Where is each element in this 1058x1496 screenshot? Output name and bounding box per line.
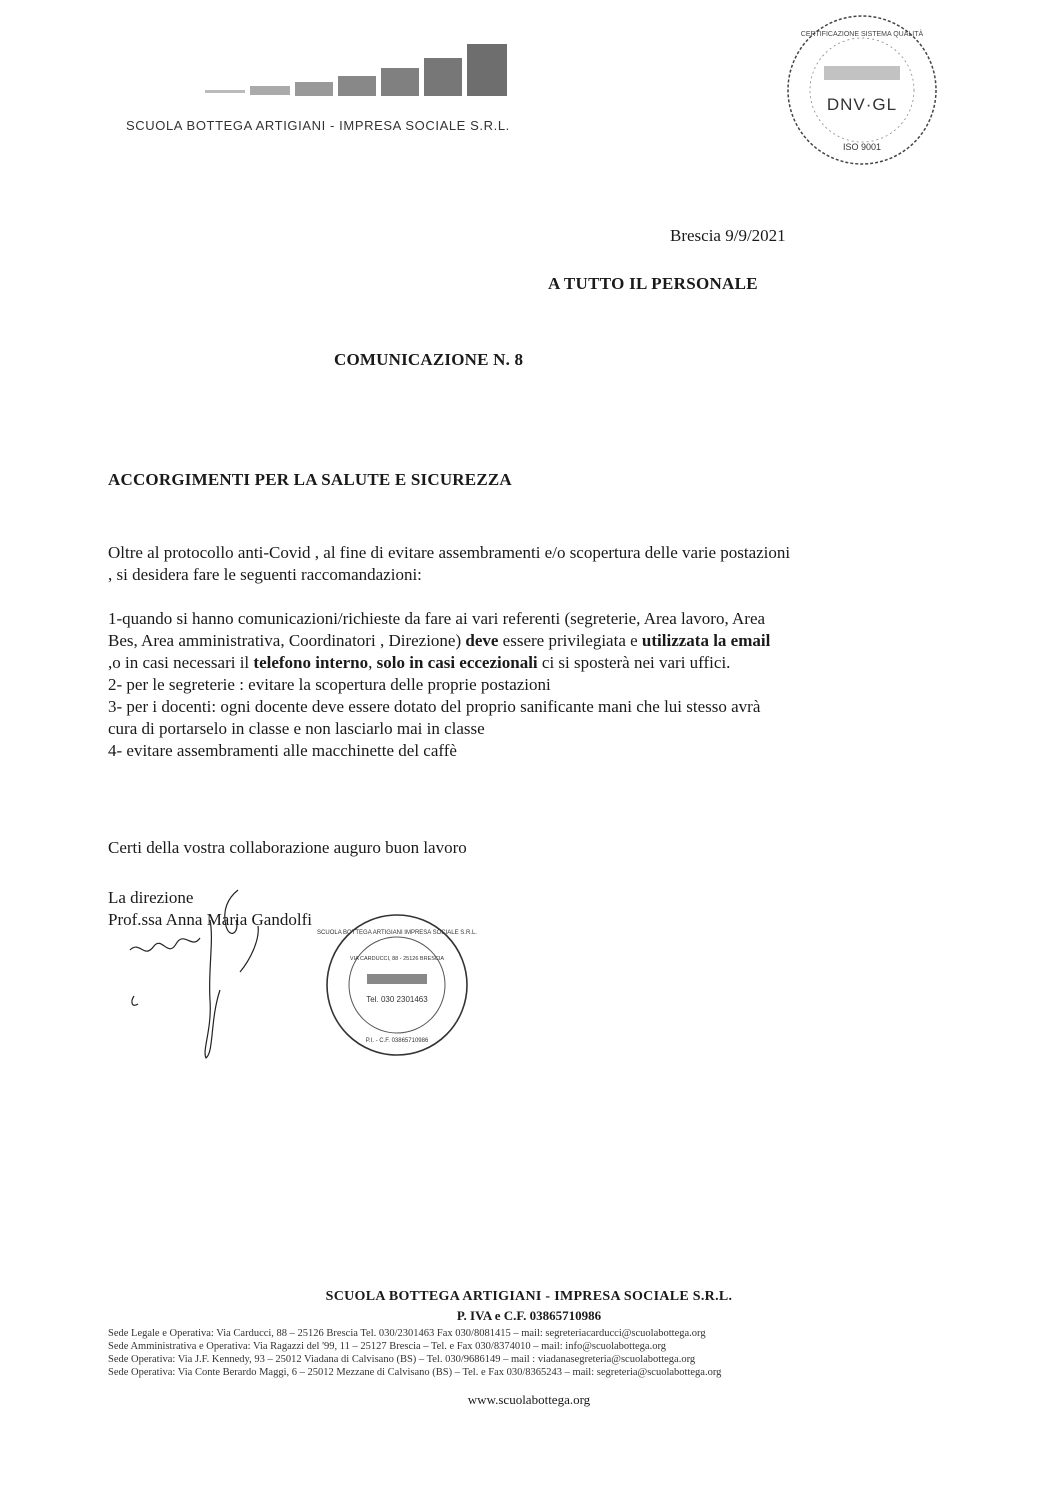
school-logo <box>195 38 525 104</box>
footer-address-line: Sede Amministrativa e Operativa: Via Ragazzi del '99, 11 – 25127 Brescia – Tel. e Fax 030/8374010 – mail: info@scuolabottega.org <box>108 1341 667 1352</box>
footer-company-name: SCUOLA BOTTEGA ARTIGIANI - IMPRESA SOCIALE S.R.L. <box>325 1289 733 1304</box>
stamp-ring-text: SCUOLA BOTTEGA ARTIGIANI IMPRESA SOCIALE S.R.L. <box>317 930 477 936</box>
letter-date: Brescia 9/9/2021 <box>670 226 786 245</box>
item-1-line: Bes, Area amministrativa, Coordinatori , Direzione) deve essere privilegiata e utilizzata la email <box>108 631 771 650</box>
company-stamp <box>315 910 480 1060</box>
cert-ring-text: CERTIFICAZIONE SISTEMA QUALITÀ <box>800 31 924 38</box>
stamp-vat: P.I. - C.F. 03865710986 <box>365 1038 429 1044</box>
footer-website[interactable]: www.scuolabottega.org <box>467 1392 591 1407</box>
footer-address-line: Sede Operativa: Via J.F. Kennedy, 93 – 25012 Viadana di Calvisano (BS) – Tel. 030/9686149 – mail : viadanasegreteria@scuolabottega.org <box>108 1354 696 1365</box>
letter-recipient: A TUTTO IL PERSONALE <box>548 274 758 293</box>
signoff-line: La direzione <box>108 888 194 907</box>
stamp-tel: Tel. 030 2301463 <box>366 995 428 1004</box>
letter-body <box>108 542 968 762</box>
item-2: 2- per le segreterie : evitare la scopertura delle proprie postazioni <box>108 675 551 694</box>
signatory-name: Prof.ssa Anna Maria Gandolfi <box>108 910 312 929</box>
item-3-line: cura di portarselo in classe e non lasciarlo mai in classe <box>108 719 485 738</box>
item-3-line: 3- per i docenti: ogni docente deve essere dotato del proprio sanificante mani che lui stesso avrà <box>108 697 761 716</box>
footer-vat: P. IVA e C.F. 03865710986 <box>456 1308 602 1323</box>
cert-brand: DNV·GL <box>826 95 898 114</box>
intro-line: , si desidera fare le seguenti raccomandazioni: <box>108 565 422 584</box>
stamp-address: VIA CARDUCCI, 88 - 25126 BRESCIA <box>349 956 445 962</box>
communication-number: COMUNICAZIONE N. 8 <box>334 350 524 369</box>
item-1-line: 1-quando si hanno comunicazioni/richieste da fare ai vari referenti (segreterie, Area lavoro, Area <box>108 609 766 628</box>
item-1-line: ,o in casi necessari il telefono interno, solo in casi eccezionali ci si sposterà nei vari uffici. <box>108 653 731 672</box>
intro-line: Oltre al protocollo anti-Covid , al fine di evitare assembramenti e/o scopertura delle varie postazioni <box>108 543 791 562</box>
logo-caption: SCUOLA BOTTEGA ARTIGIANI - IMPRESA SOCIALE S.R.L. <box>126 118 510 133</box>
footer-address-line: Sede Legale e Operativa: Via Carducci, 88 – 25126 Brescia Tel. 030/2301463 Fax 030/8081415 – mail: segreteriacarducci@scuolabottega.org <box>108 1328 706 1339</box>
footer-addresses <box>108 1327 968 1379</box>
item-4: 4- evitare assembramenti alle macchinette del caffè <box>108 741 457 760</box>
certification-seal <box>782 10 942 170</box>
cert-standard: ISO 9001 <box>842 142 882 152</box>
letter-subject: ACCORGIMENTI PER LA SALUTE E SICUREZZA <box>108 470 512 489</box>
footer-address-line: Sede Operativa: Via Conte Berardo Maggi, 6 – 25012 Mezzane di Calvisano (BS) – Tel. e Fax 030/8365243 – mail: segreteria@scuolabottega.org <box>108 1367 722 1378</box>
closing-line: Certi della vostra collaborazione auguro buon lavoro <box>108 838 467 857</box>
